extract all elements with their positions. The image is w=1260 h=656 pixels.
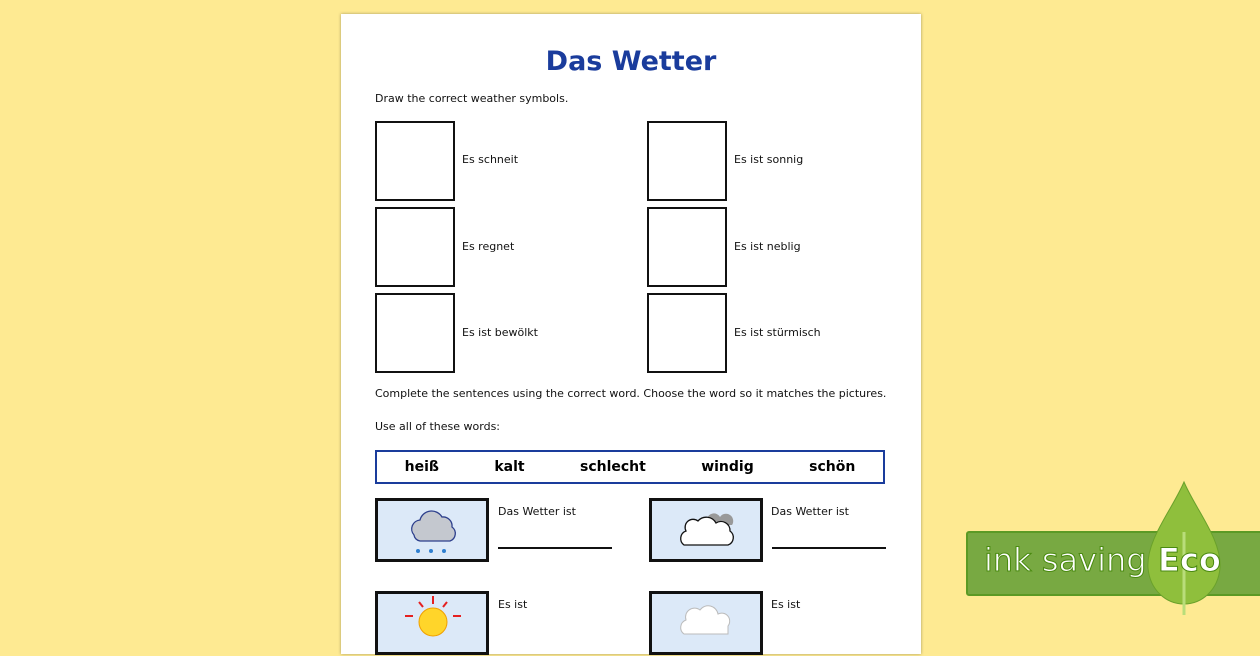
cloudy-picture xyxy=(649,498,763,562)
word: heiß xyxy=(404,459,440,475)
page-title: Das Wetter xyxy=(545,46,717,77)
rain-picture xyxy=(375,498,489,562)
answer-line[interactable] xyxy=(772,547,886,549)
sun-picture xyxy=(375,591,489,655)
word: kalt xyxy=(494,459,525,475)
cloud-icon xyxy=(652,501,760,559)
rain-cloud-icon xyxy=(378,501,486,559)
instruction-draw: Draw the correct weather symbols. xyxy=(375,92,569,105)
white-cloud-icon xyxy=(652,594,760,652)
word-bank xyxy=(375,450,885,484)
sentence-label: Das Wetter ist xyxy=(498,505,576,518)
draw-label: Es ist neblig xyxy=(734,240,801,253)
snow-cloud-picture xyxy=(649,591,763,655)
draw-label: Es schneit xyxy=(462,153,519,166)
draw-box xyxy=(375,207,455,287)
answer-line[interactable] xyxy=(498,547,612,549)
sentence-label: Es ist xyxy=(498,598,528,611)
draw-box xyxy=(647,121,727,201)
draw-label: Es ist stürmisch xyxy=(734,326,821,339)
draw-label: Es ist sonnig xyxy=(734,153,804,166)
ink-saving-label: ink saving xyxy=(984,541,1147,579)
draw-box xyxy=(647,207,727,287)
sentence-label: Das Wetter ist xyxy=(771,505,849,518)
worksheet-page xyxy=(341,14,921,654)
draw-label: Es ist bewölkt xyxy=(462,326,538,339)
instruction-complete: Complete the sentences using the correct word. Choose the word so it matches the pictures. xyxy=(375,387,887,400)
draw-box xyxy=(647,293,727,373)
sun-icon xyxy=(378,594,486,652)
draw-box xyxy=(375,121,455,201)
eco-label: Eco xyxy=(1158,541,1221,579)
word: windig xyxy=(701,459,754,475)
draw-label: Es regnet xyxy=(462,240,515,253)
draw-box xyxy=(375,293,455,373)
word: schlecht xyxy=(579,459,646,475)
word: schön xyxy=(809,459,856,475)
sentence-label: Es ist xyxy=(771,598,801,611)
instruction-words: Use all of these words: xyxy=(375,420,501,433)
